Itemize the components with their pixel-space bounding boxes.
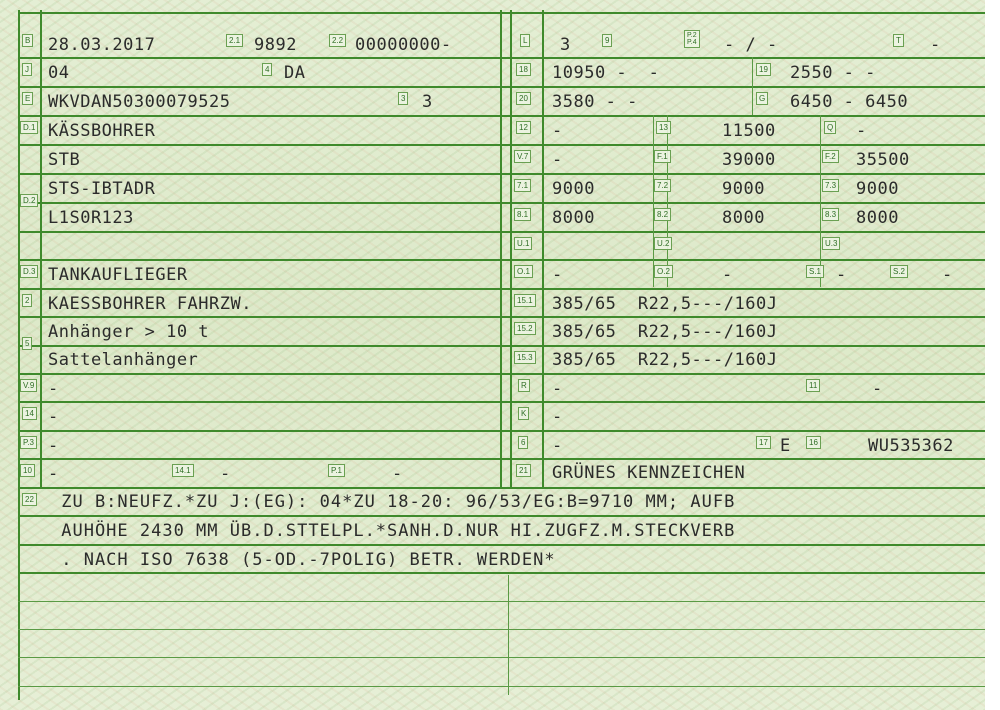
- vin: WKVDAN50300079525: [48, 92, 231, 112]
- field-code-l: L: [520, 34, 530, 47]
- field-code-d1: D.1: [20, 121, 38, 134]
- field-code-t: T: [893, 34, 904, 47]
- length: 10950 - -: [552, 63, 660, 83]
- field-code-20: 20: [516, 92, 531, 105]
- field-code-14: 14: [22, 407, 37, 420]
- field-code-18: 18: [516, 63, 531, 76]
- make: KÄSSBOHRER: [48, 121, 156, 141]
- field-code-15-2: 15.2: [514, 322, 536, 335]
- vehicle-category: 04: [48, 63, 70, 83]
- field-code-o1: O.1: [514, 265, 533, 278]
- tank-volume: -: [552, 121, 563, 141]
- power-weight: -: [856, 121, 867, 141]
- field-code-g: G: [756, 92, 768, 105]
- field-code-v9: V.9: [20, 379, 37, 392]
- remarks-line-1: ZU B:NEUFZ.*ZU J:(EG): 04*ZU 18-20: 96/53/EG:B=9710 MM; AUFB: [50, 492, 736, 512]
- height: 3580 - -: [552, 92, 638, 112]
- max-mass-technical: 39000: [722, 150, 776, 170]
- field-code-7-3: 7.3: [822, 179, 839, 192]
- co2: -: [552, 150, 563, 170]
- field-code-p3: P.3: [20, 436, 37, 449]
- field-code-v7: V.7: [514, 150, 531, 163]
- color-code: -: [872, 379, 883, 399]
- field-code-e: E: [22, 92, 33, 105]
- body-type: DA: [284, 63, 306, 83]
- field-code-15-1: 15.1: [514, 294, 536, 307]
- field-code-p2-p4: P.2 P.4: [684, 30, 700, 48]
- first-registration-date: 28.03.2017: [48, 35, 156, 55]
- field-code-s1: S.1: [806, 265, 824, 278]
- max-speed: -: [930, 35, 941, 55]
- color: -: [552, 379, 563, 399]
- date-ti: -: [552, 436, 563, 456]
- remarks-line-2: AUHÖHE 2430 MM ÜB.D.STTELPL.*SANH.D.NUR HI.ZUGFZ.M.STECKVERB: [50, 521, 736, 541]
- trailer-load-braked: -: [552, 265, 563, 285]
- field-code-7-1: 7.1: [514, 179, 531, 192]
- field-code-11: 11: [806, 379, 820, 392]
- type-code: 00000000-: [355, 35, 452, 55]
- max-mass-permitted: 35500: [856, 150, 910, 170]
- field-code-21: 21: [516, 464, 531, 477]
- field-code-s2: S.2: [890, 265, 908, 278]
- plate-note: GRÜNES KENNZEICHEN: [552, 463, 746, 483]
- field-code-5: 5: [22, 337, 32, 350]
- field-code-13: 13: [656, 121, 671, 134]
- field-code-j: J: [22, 63, 32, 76]
- field-code-8-2: 8.2: [654, 208, 671, 221]
- field-code-2-1: 2.1: [226, 34, 243, 47]
- type-approval: -: [552, 407, 563, 427]
- axle-load-permitted-2: 8000: [722, 208, 765, 228]
- field-code-10: 10: [20, 464, 35, 477]
- type-line-3: L1S0R123: [48, 208, 134, 228]
- emission-key: -: [48, 407, 59, 427]
- field-code-o2: O.2: [654, 265, 673, 278]
- field-code-12: 12: [516, 121, 531, 134]
- type-line-1: STB: [48, 150, 81, 170]
- check-digit: 3: [422, 92, 433, 112]
- seats: -: [836, 265, 847, 285]
- field-code-2: 2: [22, 294, 32, 307]
- operating-permit: E: [780, 436, 791, 456]
- field-code-6: 6: [518, 436, 528, 449]
- field-code-q: Q: [824, 121, 836, 134]
- axles: 3: [560, 35, 571, 55]
- field-code-15-3: 15.3: [514, 351, 536, 364]
- emission-class: -: [48, 379, 59, 399]
- field-code-p1: P.1: [328, 464, 345, 477]
- field-code-k: K: [518, 407, 529, 420]
- document-number: WU535362: [868, 436, 954, 456]
- field-code-22: 22: [22, 493, 37, 506]
- axle-load-2: 9000: [722, 179, 765, 199]
- support-load: 11500: [722, 121, 776, 141]
- tyres-axle-3: 385/65 R22,5---/160J: [552, 350, 778, 370]
- trailer-load-unbraked: -: [722, 265, 733, 285]
- field-code-u3: U.3: [822, 237, 840, 250]
- field-code-4: 4: [262, 63, 272, 76]
- field-code-7-2: 7.2: [654, 179, 671, 192]
- empty-mass: 6450 - 6450: [790, 92, 909, 112]
- field-code-14-1: 14.1: [172, 464, 194, 477]
- remarks-line-3: . NACH ISO 7638 (5-OD.-7POLIG) BETR. WERDEN*: [50, 550, 556, 570]
- body-description: Sattelanhänger: [48, 350, 199, 370]
- field-code-2-2: 2.2: [329, 34, 346, 47]
- field-code-8-3: 8.3: [822, 208, 839, 221]
- standing-places: -: [942, 265, 953, 285]
- axle-load-permitted-3: 8000: [856, 208, 899, 228]
- vehicle-class: Anhänger > 10 t: [48, 322, 210, 342]
- axle-load-3: 9000: [856, 179, 899, 199]
- manufacturer-name: KAESSBOHRER FAHRZW.: [48, 294, 252, 314]
- code-fuel: -: [48, 464, 59, 484]
- width: 2550 - -: [790, 63, 876, 83]
- tyres-axle-2: 385/65 R22,5---/160J: [552, 322, 778, 342]
- fuel-type: -: [48, 436, 59, 456]
- field-code-9: 9: [602, 34, 612, 47]
- type-line-2: STS-IBTADR: [48, 179, 156, 199]
- field-code-8-1: 8.1: [514, 208, 531, 221]
- field-code-3: 3: [398, 92, 408, 105]
- trade-name: TANKAUFLIEGER: [48, 265, 188, 285]
- field-code-r: R: [518, 379, 530, 392]
- axle-load-permitted-1: 8000: [552, 208, 595, 228]
- field-code-u2: U.2: [654, 237, 672, 250]
- field-code-d2: D.2: [20, 194, 38, 207]
- power-rpm: - / -: [724, 35, 778, 55]
- tyres-axle-1: 385/65 R22,5---/160J: [552, 294, 778, 314]
- field-code-b: B: [22, 34, 33, 47]
- manufacturer-code: 9892: [254, 35, 297, 55]
- field-code-16: 16: [806, 436, 821, 449]
- field-code-17: 17: [756, 436, 771, 449]
- field-code-u1: U.1: [514, 237, 532, 250]
- axle-load-1: 9000: [552, 179, 595, 199]
- emission-code: -: [220, 464, 231, 484]
- field-code-f1: F.1: [654, 150, 671, 163]
- field-code-d3: D.3: [20, 265, 38, 278]
- field-code-f2: F.2: [822, 150, 839, 163]
- displacement: -: [392, 464, 403, 484]
- field-code-19: 19: [756, 63, 771, 76]
